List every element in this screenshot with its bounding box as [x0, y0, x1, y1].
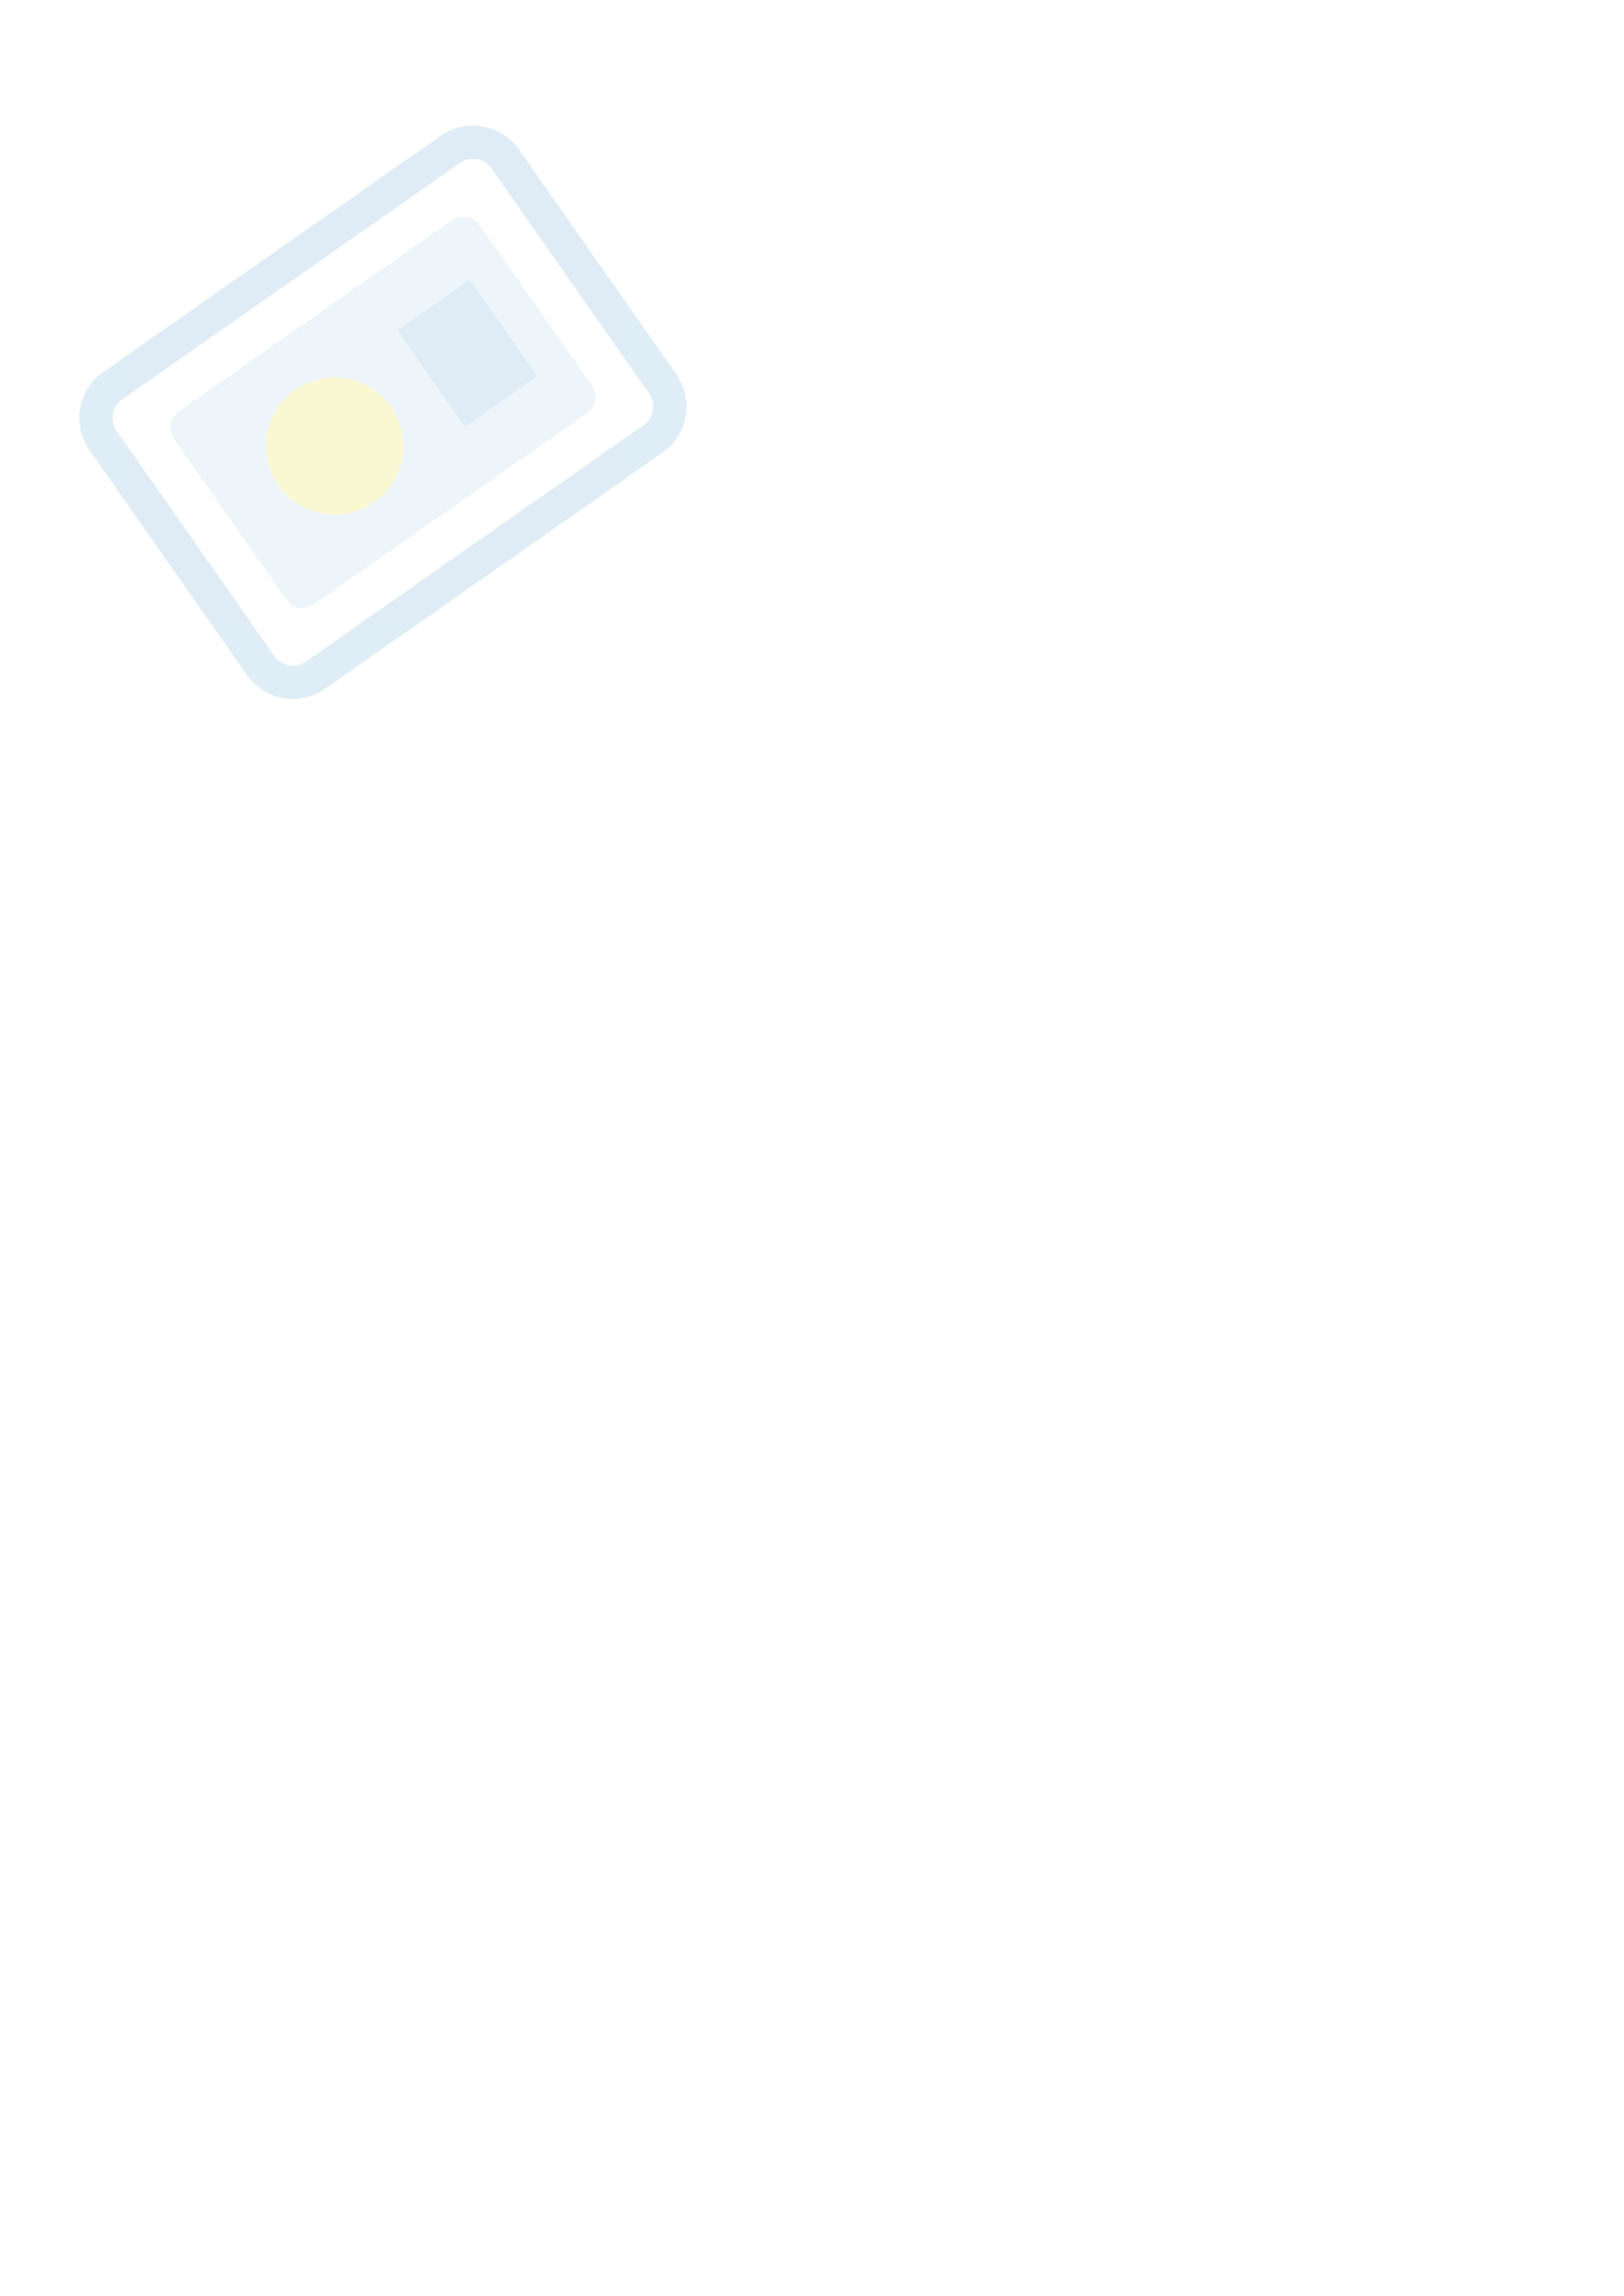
watermark-logo-icon [29, 59, 736, 766]
